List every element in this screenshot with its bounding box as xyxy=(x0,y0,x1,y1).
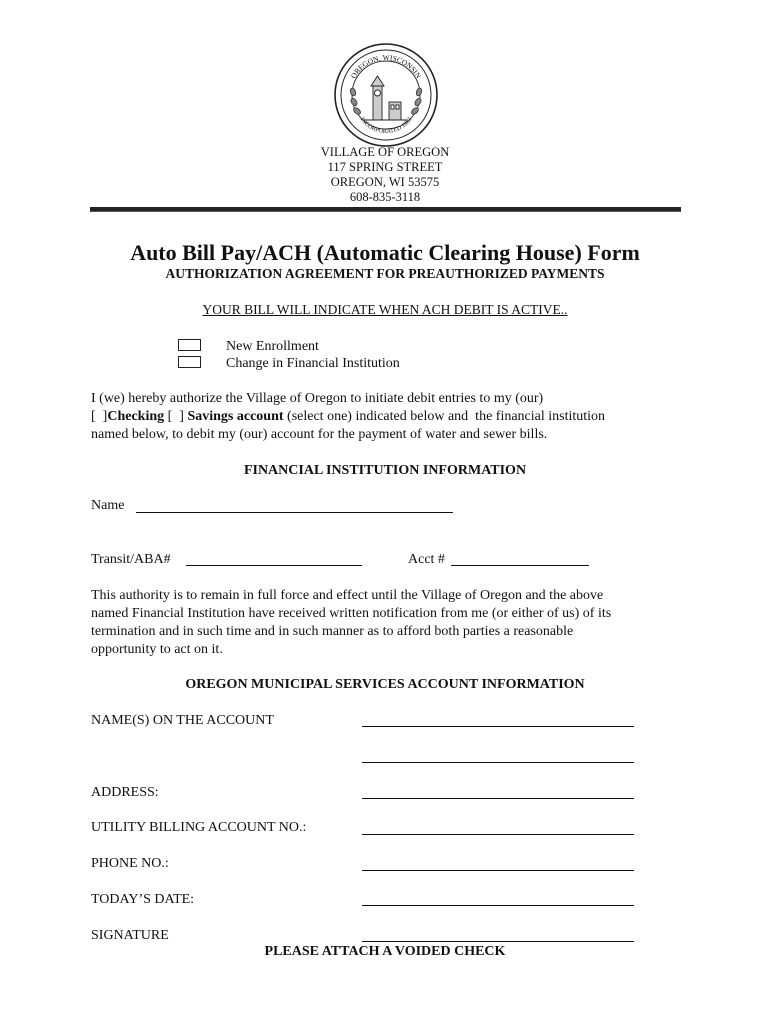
svg-text:INCORPORATED 1883: INCORPORATED 1883 xyxy=(358,116,414,136)
change-institution-label: Change in Financial Institution xyxy=(226,356,400,371)
authority-line-2: named Financial Institution have received written notification from me (or either of us) of its xyxy=(91,606,612,621)
savings-select[interactable]: [ ] xyxy=(164,409,188,424)
new-enrollment-label: New Enrollment xyxy=(226,339,319,354)
account-number-label: Acct # xyxy=(408,552,445,567)
account-names-field-2[interactable] xyxy=(362,762,634,763)
account-number-field[interactable] xyxy=(451,565,589,566)
header-divider xyxy=(90,207,681,212)
signature-label: SIGNATURE xyxy=(91,928,169,943)
authorization-line-1: I (we) hereby authorize the Village of Oregon to initiate debit entries to my (our) xyxy=(91,391,544,406)
phone-label: PHONE NO.: xyxy=(91,856,169,871)
address-field[interactable] xyxy=(362,798,634,799)
form-title: Auto Bill Pay/ACH (Automatic Clearing House) Form xyxy=(130,240,640,265)
svg-text:OREGON, WISCONSIN: OREGON, WISCONSIN xyxy=(348,52,424,81)
form-subtitle: AUTHORIZATION AGREEMENT FOR PREAUTHORIZED PAYMENTS xyxy=(165,266,605,281)
ach-active-notice: YOUR BILL WILL INDICATE WHEN ACH DEBIT IS ACTIVE.. xyxy=(202,302,568,317)
authority-line-1: This authority is to remain in full force and effect until the Village of Oregon and the above xyxy=(91,588,604,603)
checking-label: Checking xyxy=(107,409,165,424)
account-names-label: NAME(S) ON THE ACCOUNT xyxy=(91,713,274,728)
institution-name-field[interactable] xyxy=(136,512,453,513)
address-label: ADDRESS: xyxy=(91,785,159,800)
savings-label: Savings account xyxy=(187,409,284,424)
todays-date-label: TODAY’S DATE: xyxy=(91,892,195,907)
signature-field[interactable] xyxy=(362,941,634,942)
authorization-line-3: named below, to debit my (our) account for the payment of water and sewer bills. xyxy=(91,427,548,442)
voided-check-notice: PLEASE ATTACH A VOIDED CHECK xyxy=(264,944,506,959)
institution-name-label: Name xyxy=(91,498,125,513)
village-street: 117 SPRING STREET xyxy=(327,160,443,174)
account-names-field-1[interactable] xyxy=(362,726,634,727)
utility-account-label: UTILITY BILLING ACCOUNT NO.: xyxy=(91,820,307,835)
village-city: OREGON, WI 53575 xyxy=(330,175,440,189)
utility-account-field[interactable] xyxy=(362,834,634,835)
phone-field[interactable] xyxy=(362,870,634,871)
municipal-heading: OREGON MUNICIPAL SERVICES ACCOUNT INFORMATION xyxy=(185,677,585,692)
authorization-line-2 xyxy=(91,408,605,426)
village-name: VILLAGE OF OREGON xyxy=(320,145,450,159)
new-enrollment-checkbox[interactable] xyxy=(178,339,201,351)
village-seal-logo xyxy=(333,42,439,148)
transit-aba-field[interactable] xyxy=(186,565,362,566)
financial-institution-heading: FINANCIAL INSTITUTION INFORMATION xyxy=(243,463,527,478)
authority-line-3: termination and in such time and in such manner as to afford both parties a reasonable xyxy=(91,624,574,639)
authorization-line-2-rest: (select one) indicated below and the financial institution xyxy=(283,409,606,424)
todays-date-field[interactable] xyxy=(362,905,634,906)
village-phone: 608-835-3118 xyxy=(349,190,421,204)
checking-select[interactable]: [ ] xyxy=(91,409,108,424)
change-institution-checkbox[interactable] xyxy=(178,356,201,368)
transit-aba-label: Transit/ABA# xyxy=(91,552,171,567)
authority-line-4: opportunity to act on it. xyxy=(91,642,223,657)
